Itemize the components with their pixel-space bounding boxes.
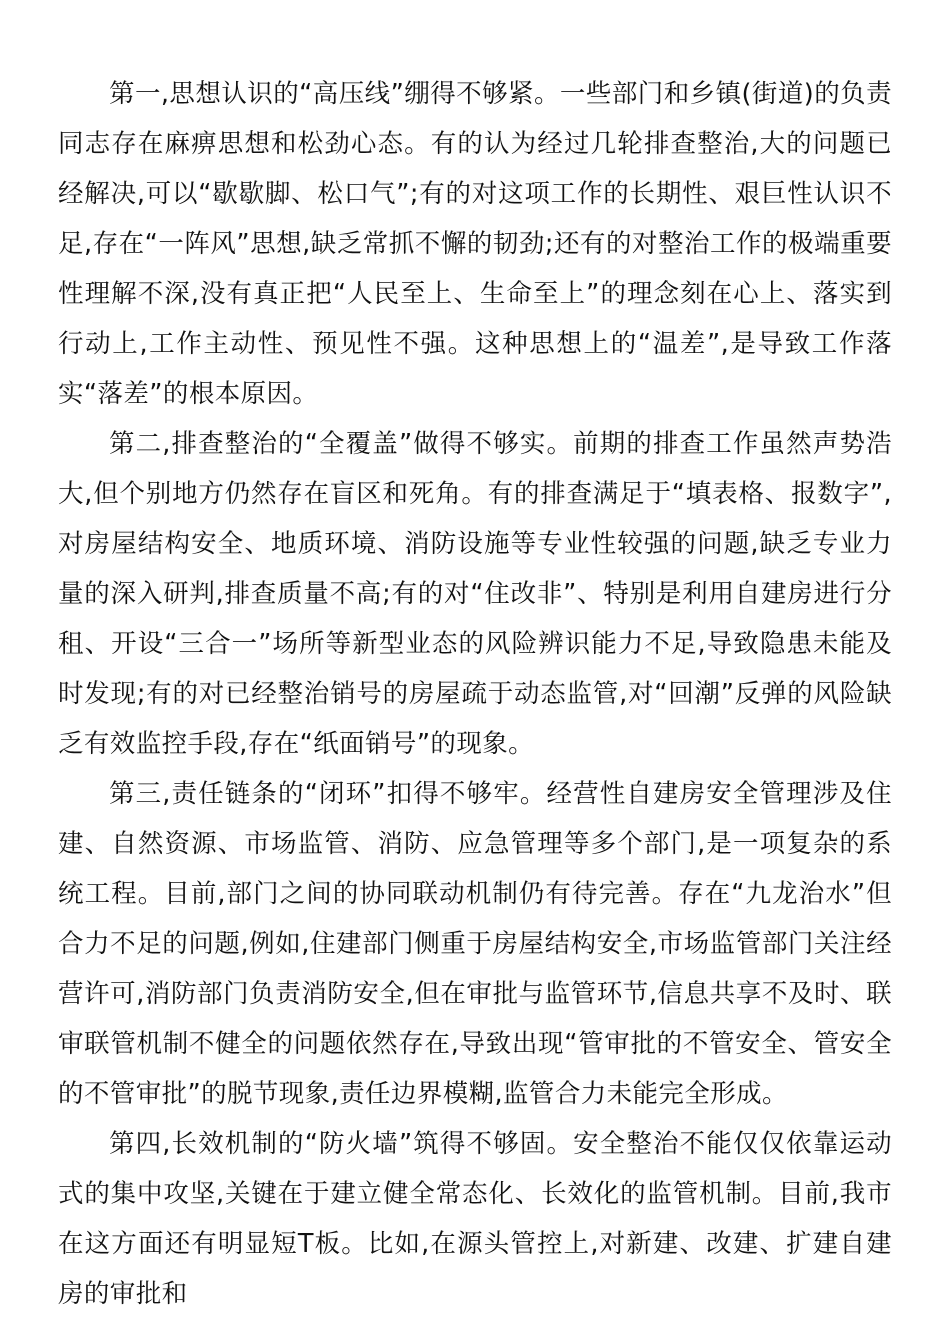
paragraph-3: 第三,责任链条的“闭环”扣得不够牢。经营性自建房安全管理涉及住建、自然资源、市场监管、消防、应急管理等多个部门,是一项复杂的系统工程。目前,部门之间的协同联动机制仍有待完善。存在“九龙治水”但合力不足的问题,例如,住建部门侧重于房屋结构安全,市场监管部门关注经营许可,消防部门负责消防安全,但在审批与监管环节,信息共享不及时、联审联管机制不健全的问题依然存在,导致出现“管审批的不管安全、管安全的不管审批”的脱节现象,责任边界模糊,监管合力未能完全形成。 [58,779,892,1109]
paragraph-2: 第二,排查整治的“全覆盖”做得不够实。前期的排查工作虽然声势浩大,但个别地方仍然存在盲区和死角。有的排查满足于“填表格、报数字”,对房屋结构安全、地质环境、消防设施等专业性较强的问题,缺乏专业力量的深入研判,排查质量不高;有的对“住改非”、特别是利用自建房进行分租、开设“三合一”场所等新型业态的风险辨识能力不足,导致隐患未能及时发现;有的对已经整治销号的房屋疏于动态监管,对“回潮”反弹的风险缺乏有效监控手段,存在“纸面销号”的现象。 [58,429,892,759]
document-body [58,69,892,1319]
paragraph-4: 第四,长效机制的“防火墙”筑得不够固。安全整治不能仅仅依靠运动式的集中攻坚,关键在于建立健全常态化、长效化的监管机制。目前,我市在这方面还有明显短T板。比如,在源头管控上,对新建、改建、扩建自建房的审批和 [58,1129,892,1309]
paragraph-1: 第一,思想认识的“高压线”绷得不够紧。一些部门和乡镇(街道)的负责同志存在麻痹思想和松劲心态。有的认为经过几轮排查整治,大的问题已经解决,可以“歇歇脚、松口气”;有的对这项工作的长期性、艰巨性认识不足,存在“一阵风”思想,缺乏常抓不懈的韧劲;还有的对整治工作的极端重要性理解不深,没有真正把“人民至上、生命至上”的理念刻在心上、落实到行动上,工作主动性、预见性不强。这种思想上的“温差”,是导致工作落实“落差”的根本原因。 [58,79,892,409]
